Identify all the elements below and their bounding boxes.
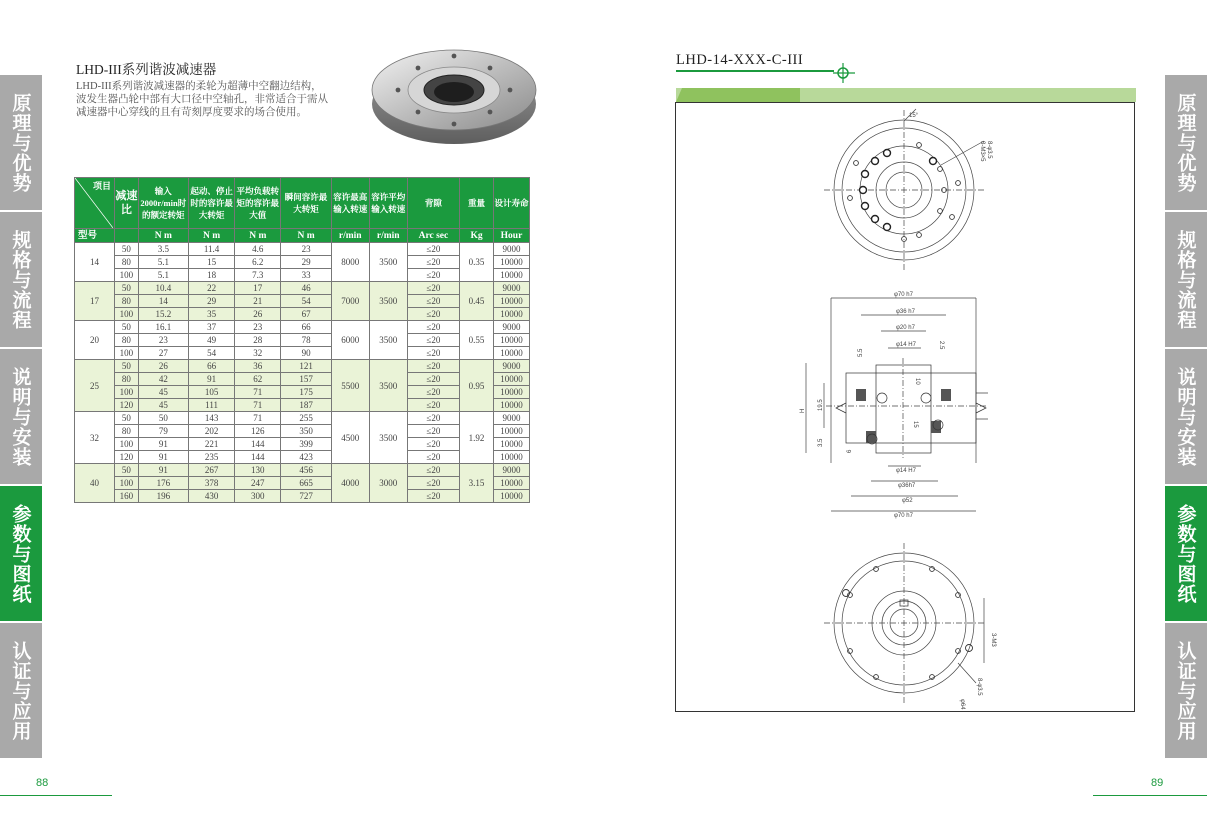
- cell-peak-torque: 29: [188, 295, 234, 308]
- cell-peak-torque: 105: [188, 386, 234, 399]
- label-dim-3-5: 3.5: [818, 438, 824, 447]
- cell-avg-torque: 247: [235, 477, 281, 490]
- header-rated-torque: 输入2000r/min时的额定转矩: [138, 178, 188, 229]
- bottom-view: [824, 543, 996, 710]
- label-dim-2: 2.5: [938, 341, 944, 350]
- cell-rated-torque: 45: [138, 386, 188, 399]
- spec-table-body: [75, 243, 530, 503]
- unit-cell: r/min: [369, 229, 407, 243]
- cell-avg-speed: 3500: [369, 360, 407, 412]
- cell-weight: 3.15: [460, 464, 494, 503]
- cell-momentary-torque: 23: [281, 243, 331, 256]
- cell-ratio: 100: [115, 438, 139, 451]
- cell-max-speed: 6000: [331, 321, 369, 360]
- tab-label: 原理与优势: [1174, 92, 1197, 193]
- right-section-tabs: [1165, 75, 1207, 760]
- cell-avg-torque: 21: [235, 295, 281, 308]
- tab-label: 说明与安装: [1174, 366, 1197, 467]
- product-description: LHD-III系列谐波减速器的柔轮为超薄中空翻边结构，波发生器凸轮中部有大口径中空轴孔，非常适合于需从减速器中心穿线的且有苛刻厚度要求的场合使用。: [76, 81, 328, 118]
- cell-backlash: ≤20: [407, 256, 459, 269]
- cell-momentary-torque: 727: [281, 490, 331, 503]
- cell-life: 10000: [493, 451, 529, 464]
- cell-backlash: ≤20: [407, 360, 459, 373]
- model-title: LHD-14-XXX-C-III: [676, 52, 804, 68]
- label-d70: φ70 h7: [894, 292, 913, 298]
- cell-model: 14: [75, 243, 115, 282]
- cell-life: 9000: [493, 360, 529, 373]
- cell-avg-torque: 71: [235, 412, 281, 425]
- cell-momentary-torque: 90: [281, 347, 331, 360]
- cell-ratio: 100: [115, 308, 139, 321]
- cell-life: 10000: [493, 399, 529, 412]
- cell-momentary-torque: 175: [281, 386, 331, 399]
- header-avg-torque: 平均负载转矩的容许最大值: [235, 178, 281, 229]
- label-dim-15: 15: [912, 421, 918, 428]
- tab-certification[interactable]: [0, 623, 42, 758]
- header-backlash: 背隙: [407, 178, 459, 229]
- cell-backlash: ≤20: [407, 464, 459, 477]
- cell-model: 40: [75, 464, 115, 503]
- tab-parameters[interactable]: [0, 486, 42, 621]
- cell-ratio: 160: [115, 490, 139, 503]
- cell-peak-torque: 11.4: [188, 243, 234, 256]
- product-title: LHD-III系列谐波减速器: [76, 62, 217, 77]
- label-d20: φ20 h7: [896, 325, 915, 331]
- cell-peak-torque: 235: [188, 451, 234, 464]
- cell-rated-torque: 10.4: [138, 282, 188, 295]
- cell-life: 10000: [493, 373, 529, 386]
- cell-peak-torque: 91: [188, 373, 234, 386]
- table-row: [75, 464, 530, 477]
- label-dim-19: 19.5: [818, 399, 824, 411]
- cell-momentary-torque: 66: [281, 321, 331, 334]
- header-peak-torque: 起动、停止时的容许最大转矩: [188, 178, 234, 229]
- cell-peak-torque: 267: [188, 464, 234, 477]
- cell-model: 17: [75, 282, 115, 321]
- label-d36-lower: φ36h7: [898, 483, 916, 489]
- cell-life: 9000: [493, 412, 529, 425]
- cell-ratio: 100: [115, 269, 139, 282]
- cell-ratio: 100: [115, 347, 139, 360]
- cell-life: 10000: [493, 386, 529, 399]
- cell-rated-torque: 26: [138, 360, 188, 373]
- tab-label: 认证与应用: [9, 640, 32, 741]
- table-row: [75, 360, 530, 373]
- cell-life: 9000: [493, 321, 529, 334]
- header-item: 项目: [93, 181, 112, 191]
- tab-specs[interactable]: [0, 212, 42, 347]
- technical-drawing: [675, 102, 1135, 712]
- cell-avg-speed: 3500: [369, 412, 407, 464]
- cell-avg-torque: 300: [235, 490, 281, 503]
- unit-cell: Hour: [493, 229, 529, 243]
- cell-momentary-torque: 456: [281, 464, 331, 477]
- cell-backlash: ≤20: [407, 386, 459, 399]
- unit-cell: N m: [235, 229, 281, 243]
- cell-momentary-torque: 29: [281, 256, 331, 269]
- cell-max-speed: 7000: [331, 282, 369, 321]
- tab-label: 参数与图纸: [1174, 503, 1197, 604]
- cell-life: 10000: [493, 425, 529, 438]
- cell-rated-torque: 45: [138, 399, 188, 412]
- crosshair-icon: [833, 63, 857, 87]
- cell-weight: 0.45: [460, 282, 494, 321]
- tab-label: 说明与安装: [9, 366, 32, 467]
- cell-ratio: 120: [115, 399, 139, 412]
- cell-avg-torque: 32: [235, 347, 281, 360]
- cell-model: 25: [75, 360, 115, 412]
- table-row: [75, 282, 530, 295]
- cell-ratio: 80: [115, 425, 139, 438]
- unit-cell: N m: [281, 229, 331, 243]
- unit-cell: Arc sec: [407, 229, 459, 243]
- cell-max-speed: 8000: [331, 243, 369, 282]
- cell-backlash: ≤20: [407, 347, 459, 360]
- cell-rated-torque: 16.1: [138, 321, 188, 334]
- cell-life: 9000: [493, 243, 529, 256]
- cell-backlash: ≤20: [407, 438, 459, 451]
- tab-specs[interactable]: [1165, 212, 1207, 347]
- cell-backlash: ≤20: [407, 490, 459, 503]
- cell-peak-torque: 37: [188, 321, 234, 334]
- tab-label: 规格与流程: [1174, 229, 1197, 330]
- cell-weight: 0.35: [460, 243, 494, 282]
- cell-max-speed: 4000: [331, 464, 369, 503]
- cell-peak-torque: 54: [188, 347, 234, 360]
- header-avg-speed: 容许平均输入转速: [369, 178, 407, 229]
- label-d70-lower: φ70 h7: [894, 513, 913, 519]
- cell-rated-torque: 14: [138, 295, 188, 308]
- cell-backlash: ≤20: [407, 373, 459, 386]
- label-holes-top-1: 8-φ3.5: [986, 141, 992, 159]
- unit-cell: N m: [188, 229, 234, 243]
- cell-ratio: 80: [115, 334, 139, 347]
- cell-avg-torque: 4.6: [235, 243, 281, 256]
- cell-avg-torque: 36: [235, 360, 281, 373]
- cell-avg-torque: 71: [235, 399, 281, 412]
- cell-life: 10000: [493, 334, 529, 347]
- cell-model: 20: [75, 321, 115, 360]
- tab-install[interactable]: [1165, 349, 1207, 484]
- cell-life: 9000: [493, 282, 529, 295]
- cell-life: 9000: [493, 464, 529, 477]
- cell-peak-torque: 143: [188, 412, 234, 425]
- cell-peak-torque: 15: [188, 256, 234, 269]
- cell-avg-torque: 144: [235, 438, 281, 451]
- cell-rated-torque: 176: [138, 477, 188, 490]
- cell-avg-torque: 26: [235, 308, 281, 321]
- table-row: [75, 243, 530, 256]
- page-rule-left: [0, 795, 112, 796]
- cell-rated-torque: 91: [138, 438, 188, 451]
- cell-ratio: 80: [115, 295, 139, 308]
- cell-peak-torque: 66: [188, 360, 234, 373]
- cell-peak-torque: 35: [188, 308, 234, 321]
- cell-rated-torque: 5.1: [138, 256, 188, 269]
- unit-cell: Kg: [460, 229, 494, 243]
- cell-life: 10000: [493, 347, 529, 360]
- cell-avg-torque: 17: [235, 282, 281, 295]
- cell-avg-torque: 62: [235, 373, 281, 386]
- cell-rated-torque: 91: [138, 464, 188, 477]
- cell-peak-torque: 111: [188, 399, 234, 412]
- cell-ratio: 120: [115, 451, 139, 464]
- label-holes-bottom-2: 8-φ3.5: [976, 678, 982, 696]
- cell-ratio: 50: [115, 412, 139, 425]
- header-max-speed: 容许最高输入转速: [331, 178, 369, 229]
- tab-label: 规格与流程: [9, 229, 32, 330]
- cell-peak-torque: 49: [188, 334, 234, 347]
- cell-max-speed: 5500: [331, 360, 369, 412]
- cell-backlash: ≤20: [407, 334, 459, 347]
- cell-life: 10000: [493, 295, 529, 308]
- cell-backlash: ≤20: [407, 269, 459, 282]
- cell-momentary-torque: 399: [281, 438, 331, 451]
- cell-rated-torque: 3.5: [138, 243, 188, 256]
- page-number-left: 88: [36, 777, 49, 789]
- tab-label: 原理与优势: [9, 92, 32, 193]
- cell-peak-torque: 430: [188, 490, 234, 503]
- cell-avg-torque: 6.2: [235, 256, 281, 269]
- tab-label: 参数与图纸: [9, 503, 32, 604]
- cell-backlash: ≤20: [407, 321, 459, 334]
- cell-model: 32: [75, 412, 115, 464]
- cell-ratio: 80: [115, 256, 139, 269]
- cell-avg-torque: 126: [235, 425, 281, 438]
- cell-backlash: ≤20: [407, 399, 459, 412]
- label-dim-5: 5.5: [858, 348, 864, 357]
- unit-cell: [115, 229, 139, 243]
- unit-cell: N m: [138, 229, 188, 243]
- cell-momentary-torque: 78: [281, 334, 331, 347]
- cell-peak-torque: 221: [188, 438, 234, 451]
- cell-rated-torque: 50: [138, 412, 188, 425]
- page-number-right: 89: [1151, 777, 1164, 789]
- cell-backlash: ≤20: [407, 425, 459, 438]
- cell-momentary-torque: 67: [281, 308, 331, 321]
- table-row: [75, 412, 530, 425]
- cell-rated-torque: 15.2: [138, 308, 188, 321]
- cell-avg-torque: 28: [235, 334, 281, 347]
- cell-avg-torque: 23: [235, 321, 281, 334]
- cell-ratio: 100: [115, 477, 139, 490]
- cell-avg-torque: 7.3: [235, 269, 281, 282]
- tab-principles[interactable]: [1165, 75, 1207, 210]
- cell-weight: 0.95: [460, 360, 494, 412]
- cell-momentary-torque: 33: [281, 269, 331, 282]
- cell-avg-torque: 130: [235, 464, 281, 477]
- cell-rated-torque: 196: [138, 490, 188, 503]
- header-model: 型号: [75, 229, 115, 243]
- cell-weight: 0.55: [460, 321, 494, 360]
- cell-rated-torque: 5.1: [138, 269, 188, 282]
- cell-peak-torque: 202: [188, 425, 234, 438]
- cell-momentary-torque: 255: [281, 412, 331, 425]
- cell-backlash: ≤20: [407, 295, 459, 308]
- cell-rated-torque: 79: [138, 425, 188, 438]
- cell-life: 10000: [493, 256, 529, 269]
- cell-peak-torque: 22: [188, 282, 234, 295]
- header-ratio: 减速比: [115, 178, 139, 229]
- drawing-canvas: [676, 103, 1136, 713]
- top-view: [824, 109, 992, 270]
- cell-avg-speed: 3500: [369, 321, 407, 360]
- tab-principles[interactable]: [0, 75, 42, 210]
- header-life: 设计寿命: [493, 178, 529, 229]
- cell-life: 10000: [493, 269, 529, 282]
- cell-max-speed: 4500: [331, 412, 369, 464]
- section-view: [800, 292, 988, 519]
- cell-life: 10000: [493, 477, 529, 490]
- cell-momentary-torque: 54: [281, 295, 331, 308]
- cell-backlash: ≤20: [407, 243, 459, 256]
- label-d64: φ64: [959, 699, 965, 710]
- cell-momentary-torque: 350: [281, 425, 331, 438]
- tab-certification[interactable]: [1165, 623, 1207, 758]
- cell-ratio: 50: [115, 321, 139, 334]
- header-momentary-torque: 瞬间容许最大转矩: [281, 178, 331, 229]
- unit-cell: r/min: [331, 229, 369, 243]
- label-holes-top-2: 8-M3×5: [979, 141, 985, 162]
- cell-rated-torque: 27: [138, 347, 188, 360]
- cell-weight: 1.92: [460, 412, 494, 464]
- cell-ratio: 50: [115, 243, 139, 256]
- table-row: [75, 321, 530, 334]
- label-dim-6: 6: [847, 449, 853, 453]
- label-d14-lower: φ14 H7: [896, 468, 916, 474]
- cell-ratio: 50: [115, 464, 139, 477]
- label-angle: 15°: [909, 113, 919, 119]
- page-rule-right: [1093, 795, 1207, 796]
- cell-backlash: ≤20: [407, 477, 459, 490]
- cell-momentary-torque: 121: [281, 360, 331, 373]
- cell-ratio: 100: [115, 386, 139, 399]
- label-dim-h: H: [800, 408, 806, 413]
- header-weight: 重量: [460, 178, 494, 229]
- cell-momentary-torque: 46: [281, 282, 331, 295]
- spec-table: [74, 177, 530, 503]
- label-d14: φ14 H7: [896, 342, 916, 348]
- cell-ratio: 50: [115, 282, 139, 295]
- cell-rated-torque: 23: [138, 334, 188, 347]
- cell-momentary-torque: 157: [281, 373, 331, 386]
- header-bar-tab: [676, 88, 800, 102]
- label-d36: φ36 h7: [896, 309, 915, 315]
- cell-avg-speed: 3000: [369, 464, 407, 503]
- cell-life: 10000: [493, 308, 529, 321]
- cell-life: 10000: [493, 490, 529, 503]
- cell-backlash: ≤20: [407, 451, 459, 464]
- cell-avg-speed: 3500: [369, 282, 407, 321]
- reducer-photo: [368, 38, 540, 148]
- cell-backlash: ≤20: [407, 282, 459, 295]
- cell-momentary-torque: 665: [281, 477, 331, 490]
- cell-momentary-torque: 187: [281, 399, 331, 412]
- cell-backlash: ≤20: [407, 308, 459, 321]
- title-underline: [676, 70, 834, 72]
- cell-rated-torque: 91: [138, 451, 188, 464]
- label-holes-bottom-1: 3-M3: [990, 633, 996, 647]
- cell-momentary-torque: 423: [281, 451, 331, 464]
- cell-peak-torque: 378: [188, 477, 234, 490]
- tab-parameters[interactable]: [1165, 486, 1207, 621]
- tab-install[interactable]: [0, 349, 42, 484]
- tab-label: 认证与应用: [1174, 640, 1197, 741]
- cell-life: 10000: [493, 438, 529, 451]
- cell-ratio: 50: [115, 360, 139, 373]
- cell-rated-torque: 42: [138, 373, 188, 386]
- cell-avg-torque: 71: [235, 386, 281, 399]
- cell-backlash: ≤20: [407, 412, 459, 425]
- cell-avg-speed: 3500: [369, 243, 407, 282]
- cell-peak-torque: 18: [188, 269, 234, 282]
- left-section-tabs: [0, 75, 42, 760]
- label-dim-10: 10: [914, 378, 920, 385]
- corner-cell: [75, 178, 115, 229]
- cell-avg-torque: 144: [235, 451, 281, 464]
- label-d52: φ52: [902, 498, 913, 504]
- cell-ratio: 80: [115, 373, 139, 386]
